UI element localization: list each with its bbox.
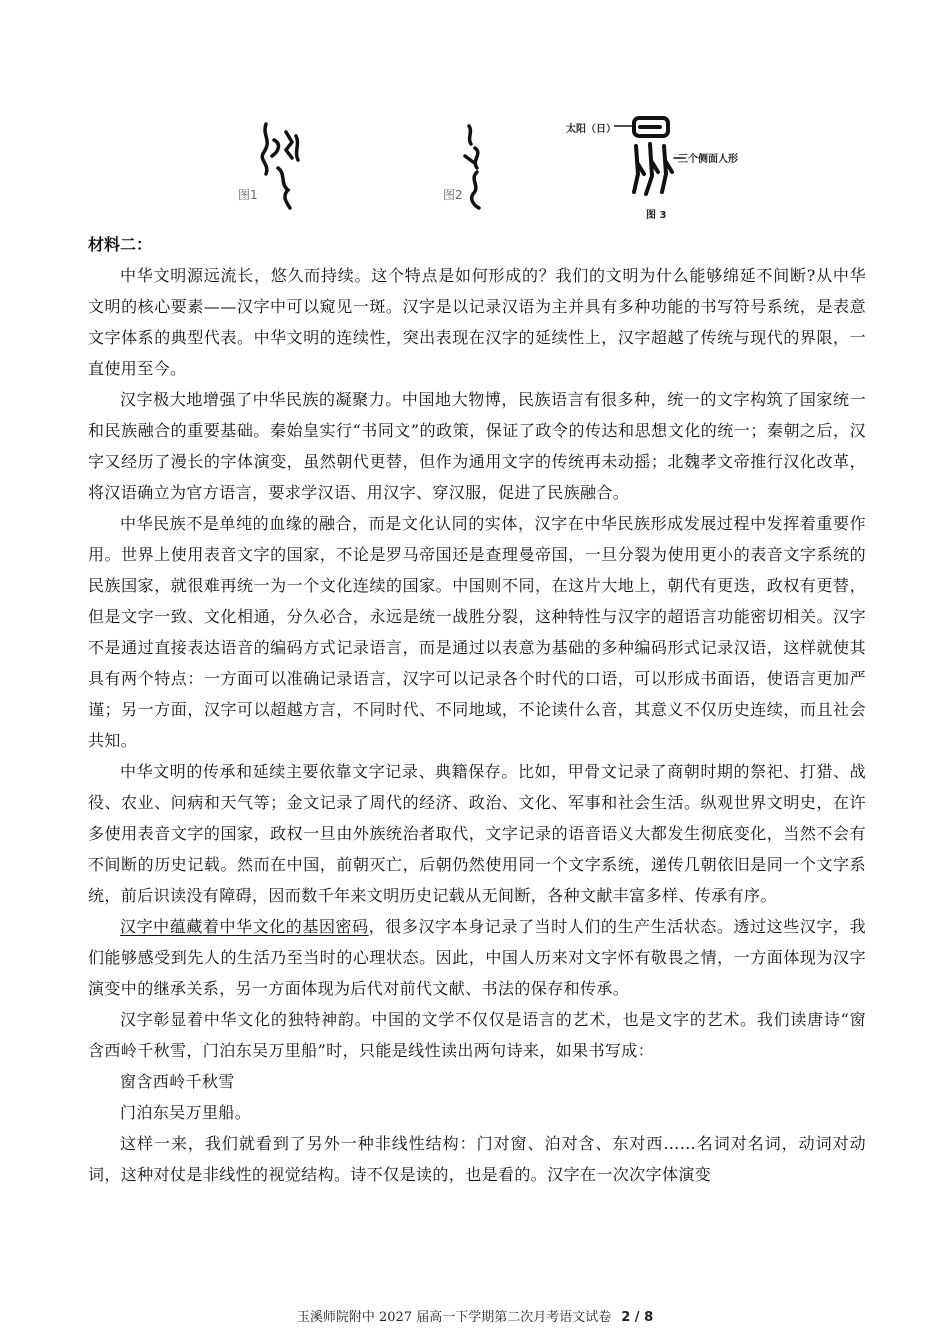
paragraph-2: 汉字极大地增强了中华民族的凝聚力。中国地大物博，民族语言有很多种，统一的文字构筑了国家统一和民族融合的重要基础。秦始皇实行“书同文”的政策，保证了政令的传达和思想文化的统一；秦朝之后，汉字又经历了漫长的字体演变，虽然朝代更替，但作为通用文字的传统再未动摇；北魏孝文帝推行汉化改革，将汉语确立为官方语言，要求学汉语、用汉字、穿汉服，促进了民族融合。 [88,390,866,502]
exam-title: 玉溪师院附中 2027 届高一下学期第二次月考语文试卷 [296,1310,612,1325]
paragraph-6: 汉字彰显着中华文化的独特神韵。中国的文学不仅仅是语言的艺术，也是文字的艺术。我们读唐诗“窗含西岭千秋雪，门泊东吴万里船”时，只能是线性读出两句诗来，如果书写成： [88,1010,866,1060]
figure-2-label: 图2 [443,188,463,202]
paragraph-7: 这样一来，我们就看到了另外一种非线性结构：门对窗、泊对含、东对西……名词对名词，动词对动词，这种对仗是非线性的视觉结构。诗不仅是读的，也是看的。汉字在一次次字体演变 [88,1134,866,1184]
sun-annotation: 太阳（日） [566,124,616,135]
figure-1-label: 图1 [238,188,258,202]
paragraph-1: 中华文明源远流长，悠久而持续。这个特点是如何形成的？我们的文明为什么能够绵延不间断?从中华文明的核心要素——汉字中可以窥见一斑。汉字是以记录汉语为主并具有多种功能的书写符号系统，是表意文字体系的典型代表。中华文明的连续性，突出表现在汉字的延续性上，汉字超越了传统与现代的界限，一直使用至今。 [88,266,866,378]
poem-line-2: 门泊东吴万里船。 [120,1103,252,1122]
page-footer [0,1306,950,1325]
figures-row [0,100,950,230]
figure-2 [443,122,495,210]
paragraph-4: 中华文明的传承和延续主要依靠文字记录、典籍保存。比如，甲骨文记录了商朝时期的祭祀、打猎、战役、农业、问病和天气等；金文记录了周代的经济、政治、文化、军事和社会生活。纵观世界文明史，在许多使用表音文字的国家，政权一旦由外族统治者取代，文字记录的语音语义大都发生彻底变化，当然不会有不间断的历史记载。然而在中国，前朝灭亡，后朝仍然使用同一个文字系统，递传几朝依旧是同一个文字系统，前后识读没有障碍，因而数千年来文明历史记载从无间断，各种文献丰富多样、传承有序。 [88,762,866,905]
paragraph-3: 中华民族不是单纯的血缘的融合，而是文化认同的实体，汉字在中华民族形成发展过程中发挥着重要作用。世界上使用表音文字的国家，不论是罗马帝国还是查理曼帝国，一旦分裂为使用更小的表音文字系统的民族国家，就很难再统一为一个文化连续的国家。中国则不同，在这片大地上，朝代有更迭，政权有更替，但是文字一致、文化相通，分久必合，永远是统一战胜分裂，这种特性与汉字的超语言功能密切相关。汉字不是通过直接表达语音的编码方式记录语言，而是通过以表意为基础的多种编码形式记录汉语，这样就使其具有两个特点：一方面可以准确记录语言，汉字可以记录各个时代的口语，可以形成书面语，使语言更加严谨；另一方面，汉字可以超越方言，不同时代、不同地域，不论读什么音，其意义不仅历史连续，而且社会共知。 [88,514,866,750]
people-annotation: 三个侧面人形 [678,154,738,165]
paragraph-5-text: ，很多汉字本身记录了当时人们的生产生活状态。透过这些汉字，我们能够感受到先人的生活乃至当时的心理状态。因此，中国人历来对文字怀有敬畏之情，一方面体现为汉字演变中的继承关系，另一方面体现为后代对前代文献、书法的保存和传承。 [88,917,866,998]
paragraph-5 [88,911,866,1004]
underlined-sentence: 汉字中蕴藏着中华文化的基因密码 [120,917,369,936]
article-body [88,229,866,1190]
page-number: 2 / 8 [621,1310,654,1325]
poem-line-1: 窗含西岭千秋雪 [120,1072,235,1091]
material-heading: 材料二： [88,235,153,254]
oracle-glyph-1-image [252,118,312,210]
figure-3-label: 图 3 [646,210,667,221]
figure-1 [238,118,312,210]
